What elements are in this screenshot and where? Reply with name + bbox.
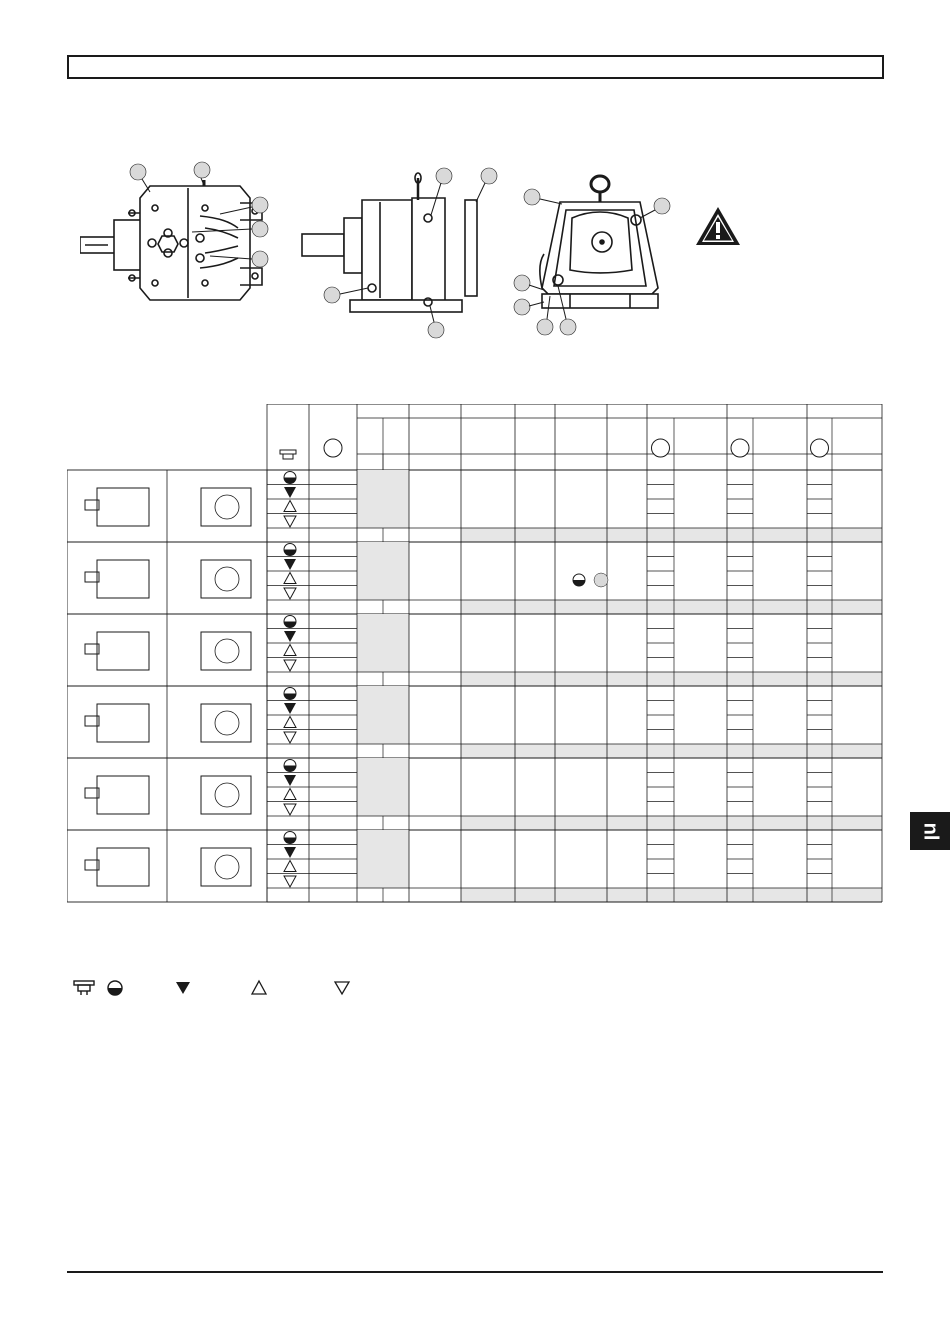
fill-plug-icon	[284, 703, 296, 714]
mounting-sketch	[201, 704, 251, 742]
vent-plug-icon	[284, 861, 296, 872]
oil-level-icon	[284, 694, 296, 700]
table-shaded-cell	[357, 470, 409, 528]
drain-plug-icon	[284, 804, 296, 815]
header-circle-marker-icon	[811, 439, 829, 457]
lubrication-table	[67, 404, 884, 908]
vent-plug-icon	[284, 645, 296, 656]
oil-level-icon	[284, 622, 296, 628]
drain-plug-icon	[284, 732, 296, 743]
vent-plug-icon	[284, 717, 296, 728]
gearbox-side-view	[300, 160, 505, 340]
fill-plug-icon	[284, 775, 296, 786]
header-circle-marker-icon	[652, 439, 670, 457]
warning-triangle-icon	[694, 205, 742, 247]
mounting-sketch	[97, 488, 149, 526]
header-circle-marker-icon	[731, 439, 749, 457]
mounting-sketch	[97, 704, 149, 742]
legend-fill-plug-icon	[174, 978, 192, 998]
drain-plug-icon	[284, 660, 296, 671]
table-shaded-cell	[357, 830, 409, 888]
mounting-sketch	[215, 783, 239, 807]
drain-plug-icon	[284, 876, 296, 887]
table-shaded-band	[461, 888, 882, 902]
mounting-sketch	[201, 848, 251, 886]
table-shaded-band	[461, 744, 882, 758]
table-shaded-band	[461, 600, 882, 614]
table-shaded-band	[461, 672, 882, 686]
legend-plug-icon	[72, 978, 96, 998]
mounting-sketch	[201, 488, 251, 526]
legend-drain-plug-icon	[333, 978, 351, 998]
mounting-sketch	[215, 495, 239, 519]
fill-plug-icon	[284, 847, 296, 858]
mounting-sketch	[201, 776, 251, 814]
oil-level-icon	[573, 580, 585, 586]
table-shaded-band	[461, 816, 882, 830]
mounting-sketch	[215, 711, 239, 735]
footer-rule	[67, 1271, 883, 1273]
mounting-sketch	[215, 639, 239, 663]
oil-level-icon	[284, 478, 296, 484]
mounting-sketch	[215, 855, 239, 879]
table-shaded-cell	[357, 758, 409, 816]
mounting-sketch	[201, 560, 251, 598]
legend-oil-level-icon	[106, 978, 124, 998]
table-shaded-cell	[357, 542, 409, 600]
language-tab[interactable]	[910, 812, 950, 850]
table-shaded-cell	[357, 686, 409, 744]
gearbox-front-view	[80, 158, 280, 308]
fill-plug-icon	[284, 487, 296, 498]
vent-plug-icon	[284, 789, 296, 800]
mounting-sketch	[201, 632, 251, 670]
mounting-sketch	[97, 560, 149, 598]
table-shaded-band	[461, 528, 882, 542]
mounting-sketch	[97, 632, 149, 670]
vent-plug-icon	[284, 573, 296, 584]
fill-plug-icon	[284, 559, 296, 570]
header-circle-marker-icon	[324, 439, 342, 457]
table-shaded-cell	[357, 614, 409, 672]
header-box	[67, 55, 884, 79]
language-tab-label: nl	[919, 822, 942, 840]
mounting-sketch	[215, 567, 239, 591]
header-plug-icon	[283, 454, 293, 459]
callout-marker	[594, 573, 608, 587]
legend-vent-plug-icon	[250, 978, 268, 998]
fill-plug-icon	[284, 631, 296, 642]
drain-plug-icon	[284, 588, 296, 599]
header-plug-icon	[280, 450, 296, 454]
oil-level-icon	[284, 550, 296, 556]
oil-level-icon	[284, 838, 296, 844]
gearbox-end-view	[510, 170, 685, 340]
drain-plug-icon	[284, 516, 296, 527]
vent-plug-icon	[284, 501, 296, 512]
mounting-sketch	[97, 848, 149, 886]
oil-level-icon	[284, 766, 296, 772]
mounting-sketch	[97, 776, 149, 814]
